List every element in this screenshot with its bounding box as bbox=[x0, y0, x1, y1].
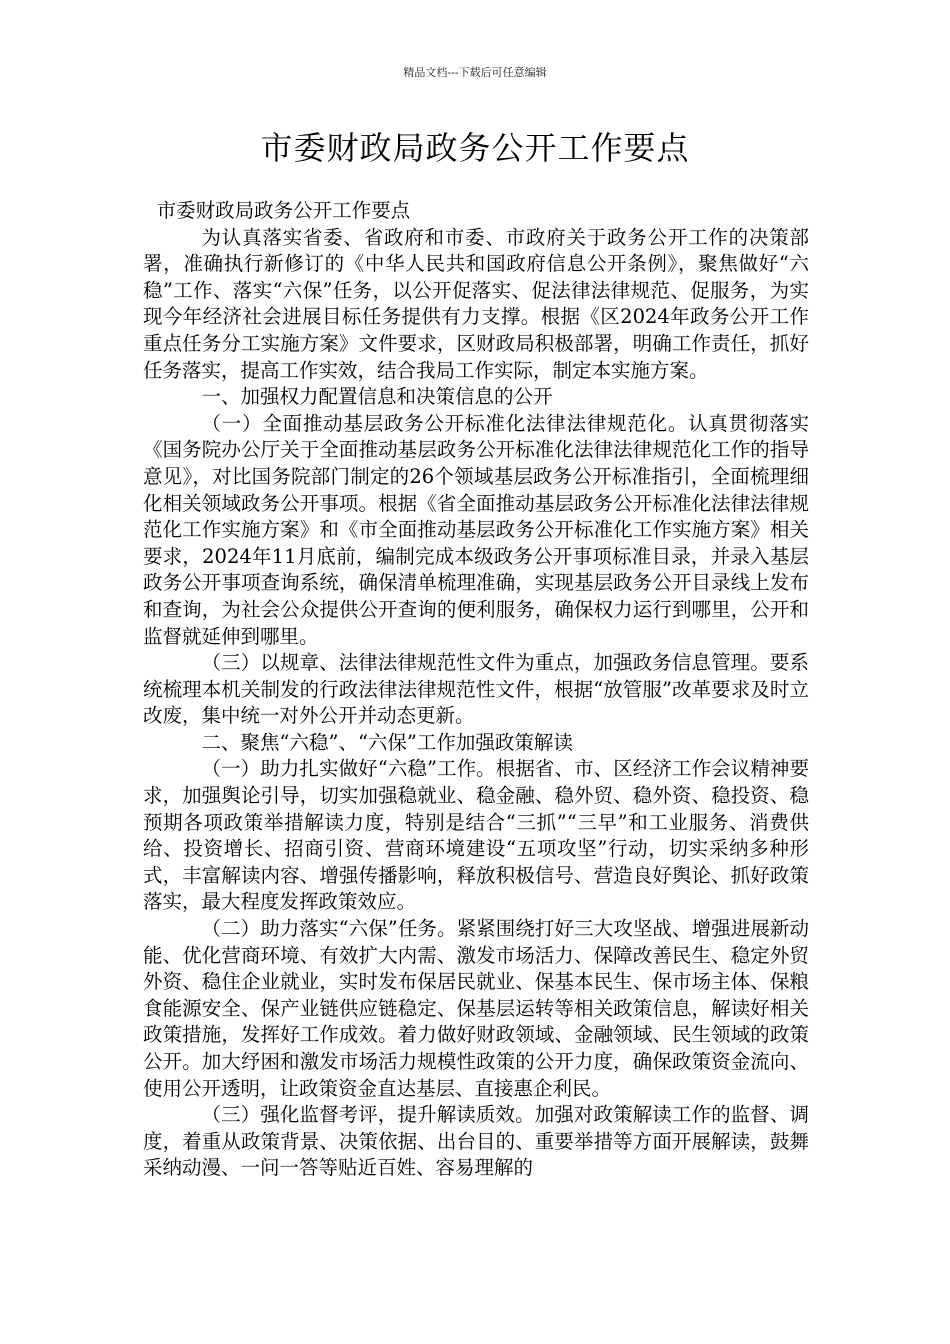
paragraph-2-3: （三）强化监督考评，提升解读质效。加强对政策解读工作的监督、调度，着重从政策背景、决策依据、出台目的、重要举措等方面开展解读，鼓舞采纳动漫、一问一答等贴近百姓、容易理解的 bbox=[143, 1103, 809, 1180]
paragraph-1-3: （三）以规章、法律法律规范性文件为重点，加强政务信息管理。要系统梳理本机关制发的行政法律法律规范性文件，根据“放管服”改革要求及时立改废，集中统一对外公开并动态更新。 bbox=[143, 651, 809, 728]
section-heading-2: 二、聚焦“六稳”、“六保”工作加强政策解读 bbox=[201, 730, 573, 754]
section-heading-1: 一、加强权力配置信息和决策信息的公开 bbox=[201, 385, 553, 409]
body-subtitle: 市委财政局政务公开工作要点 bbox=[156, 199, 411, 222]
header-note: 精品文档---下载后可任意编辑 bbox=[403, 66, 547, 79]
paragraph-2-2: （二）助力落实“六保”任务。紧紧围绕打好三大攻坚战、增强进展新动能、优化营商环境、有效扩大内需、激发市场活力、保障改善民生、稳定外贸外资、稳住企业就业，实时发布保居民就业、保基本民生、保市场主体、保粮食能源安全、保产业链供应链稳定、保基层运转等相关政策信息，解读好相关政策措施，发挥好工作成效。着力做好财政领域、金融领域、民生领域的政策公开。加大纾困和激发市场活力规模性政策的公开力度，确保政策资金流向、使用公开透明，让政策资金直达基层、直接惠企利民。 bbox=[143, 917, 809, 1100]
document-body bbox=[143, 198, 809, 1182]
paragraph-2-1: （一）助力扎实做好“六稳”工作。根据省、市、区经济工作会议精神要求，加强舆论引导，切实加强稳就业、稳金融、稳外贸、稳外资、稳投资、稳预期各项政策举措解读力度，特别是结合“三抓”“三早”和工业服务、消费供给、投资增长、招商引资、营商环境建设“五项攻坚”行动，切实采纳多种形式，丰富解读内容、增强传播影响，释放积极信号、营造良好舆论、抓好政策落实，最大程度发挥政策效应。 bbox=[143, 757, 809, 914]
paragraph-1-1: （一）全面推动基层政务公开标准化法律法律规范化。认真贯彻落实《国务院办公厅关于全面推动基层政务公开标准化法律法律规范化工作的指导意见》，对比国务院部门制定的26个领域基层政务公开标准指引，全面梳理细化相关领域政务公开事项。根据《省全面推动基层政务公开标准化法律法律规范化工作实施方案》和《市全面推动基层政务公开标准化工作实施方案》相关要求，2024年11月底前，编制完成本级政务公开事项标准目录，并录入基层政务公开事项查询系统，确保清单梳理准确，实现基层政务公开目录线上发布和查询，为社会公众提供公开查询的便利服务，确保权力运行到哪里，公开和监督就延伸到哪里。 bbox=[143, 411, 809, 648]
document-title: 市委财政局政务公开工作要点 bbox=[260, 129, 690, 167]
paragraph-intro: 为认真落实省委、省政府和市委、市政府关于政务公开工作的决策部署，准确执行新修订的《中华人民共和国政府信息公开条例》，聚焦做好“六稳”工作、落实“六保”任务，以公开促落实、促法律法律规范、促服务，为实现今年经济社会进展目标任务提供有力支撑。根据《区2024年政务公开工作重点任务分工实施方案》文件要求，区财政局积极部署，明确工作责任，抓好任务落实，提高工作实效，结合我局工作实际，制定本实施方案。 bbox=[143, 225, 809, 382]
